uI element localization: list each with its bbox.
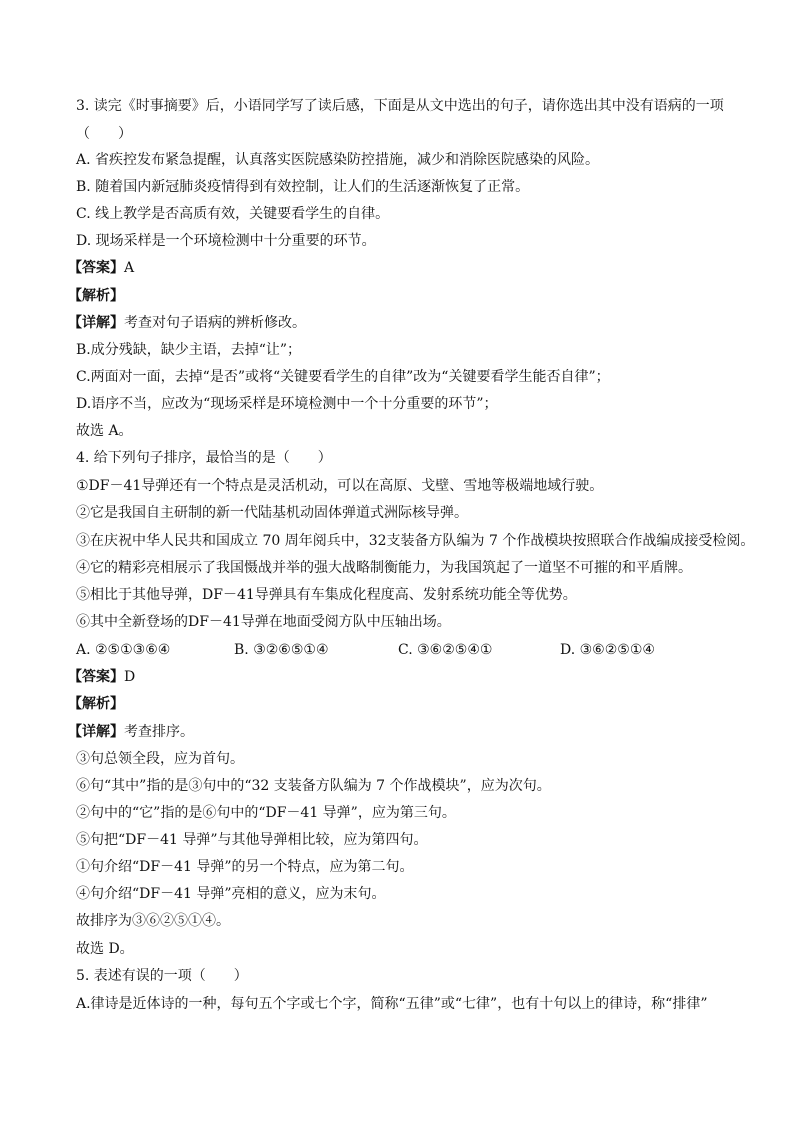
- q4-explanation-1: ③句总领全段，应为首句。: [76, 751, 244, 767]
- answer-tag: 【答案】: [68, 669, 124, 685]
- answer-tag: 【答案】: [68, 260, 124, 276]
- q3-answer-value: A: [124, 260, 135, 276]
- q4-sentence-2: ②它是我国自主研制的新一代陆基机动固体弹道式洲际核导弹。: [76, 505, 468, 521]
- detail-tag: 【详解】: [68, 315, 124, 331]
- q4-analysis-tag: [68, 694, 124, 714]
- q4-option-d: D. ③⑥②⑤①④: [560, 642, 655, 658]
- q4-explanation-5: ①句介绍“DF－41 导弹”的另一个特点，应为第二句。: [76, 859, 414, 875]
- q5-stem: 5. 表述有误的一项（ ）: [76, 968, 248, 984]
- q4-explanation-4: ⑤句把“DF－41 导弹”与其他导弹相比较，应为第四句。: [76, 832, 428, 848]
- analysis-tag: 【解析】: [68, 696, 124, 712]
- q3-option-a: A. 省疾控发布紧急提醒，认真落实医院感染防控措施，减少和消除医院感染的风险。: [76, 152, 600, 168]
- q4-option-b: B. ③②⑥⑤①④: [234, 642, 329, 658]
- q3-explanation-c: C.两面对一面，去掉“是否”或将“关键要看学生的自律”改为“关键要看学生能否自律”；: [76, 369, 610, 385]
- q4-answer-line: [68, 667, 135, 687]
- q3-stem-line2: （ ）: [76, 126, 132, 142]
- q4-option-a: A. ②⑤①③⑥④: [76, 642, 171, 658]
- q4-order: 故排序为③⑥②⑤①④。: [76, 913, 230, 929]
- q3-explanation-d: D.语序不当，应改为“现场采样是环境检测中一个十分重要的环节”；: [76, 396, 498, 412]
- q3-detail-line: [68, 313, 306, 333]
- q4-explanation-2: ⑥句“其中”指的是③句中的“32 支装备方队编为 7 个作战模块”，应为次句。: [76, 778, 551, 794]
- q3-stem-line1: 3. 读完《时事摘要》后，小语同学写了读后感，下面是从文中选出的句子，请你选出其中没有语病的一项: [76, 98, 724, 114]
- q4-option-c: C. ③⑥②⑤④①: [398, 642, 493, 658]
- detail-tag: 【详解】: [68, 724, 124, 740]
- analysis-tag: 【解析】: [68, 288, 124, 304]
- q4-conclusion: 故选 D。: [76, 941, 134, 957]
- q3-option-d: D. 现场采样是一个环境检测中十分重要的环节。: [76, 233, 376, 249]
- q4-sentence-4: ④它的精彩亮相展示了我国慑战并举的强大战略制衡能力，为我国筑起了一道坚不可摧的和平盾牌。: [76, 560, 692, 576]
- q4-stem: 4. 给下列句子排序，最恰当的是（ ）: [76, 450, 332, 466]
- q3-explanation-b: B.成分残缺，缺少主语，去掉“让”；: [76, 342, 302, 358]
- q4-answer-value: D: [124, 669, 136, 685]
- q4-sentence-5: ⑤相比于其他导弹，DF－41导弹具有车集成化程度高、发射系统功能全等优势。: [76, 587, 577, 603]
- q4-sentence-6: ⑥其中全新登场的DF－41导弹在地面受阅方队中压轴出场。: [76, 614, 451, 630]
- q4-sentence-3: ③在庆祝中华人民共和国成立 70 周年阅兵中，32支装备方队编为 7 个作战模块按照联合作战编成接受检阅。: [76, 533, 755, 549]
- q3-analysis-tag: [68, 286, 124, 306]
- q4-explanation-3: ②句中的“它”指的是⑥句中的“DF－41 导弹”，应为第三句。: [76, 805, 456, 821]
- q4-explanation-6: ④句介绍“DF－41 导弹”亮相的意义，应为末句。: [76, 886, 386, 902]
- q4-detail-line: [68, 722, 194, 742]
- q3-option-c: C. 线上教学是否高质有效，关键要看学生的自律。: [76, 206, 390, 222]
- q3-option-b: B. 随着国内新冠肺炎疫情得到有效控制，让人们的生活逐渐恢复了正常。: [76, 179, 530, 195]
- q4-detail-text: 考查排序。: [124, 724, 194, 740]
- q5-option-a: A.律诗是近体诗的一种，每句五个字或七个字，简称“五律”或“七律”，也有十句以上的律诗，称“排律”: [76, 996, 708, 1012]
- q3-answer-line: [68, 258, 134, 278]
- q3-conclusion: 故选 A。: [76, 423, 133, 439]
- q3-detail-text: 考查对句子语病的辨析修改。: [124, 315, 306, 331]
- q4-sentence-1: ①DF－41导弹还有一个特点是灵活机动，可以在高原、戈壁、雪地等极端地域行驶。: [76, 478, 604, 494]
